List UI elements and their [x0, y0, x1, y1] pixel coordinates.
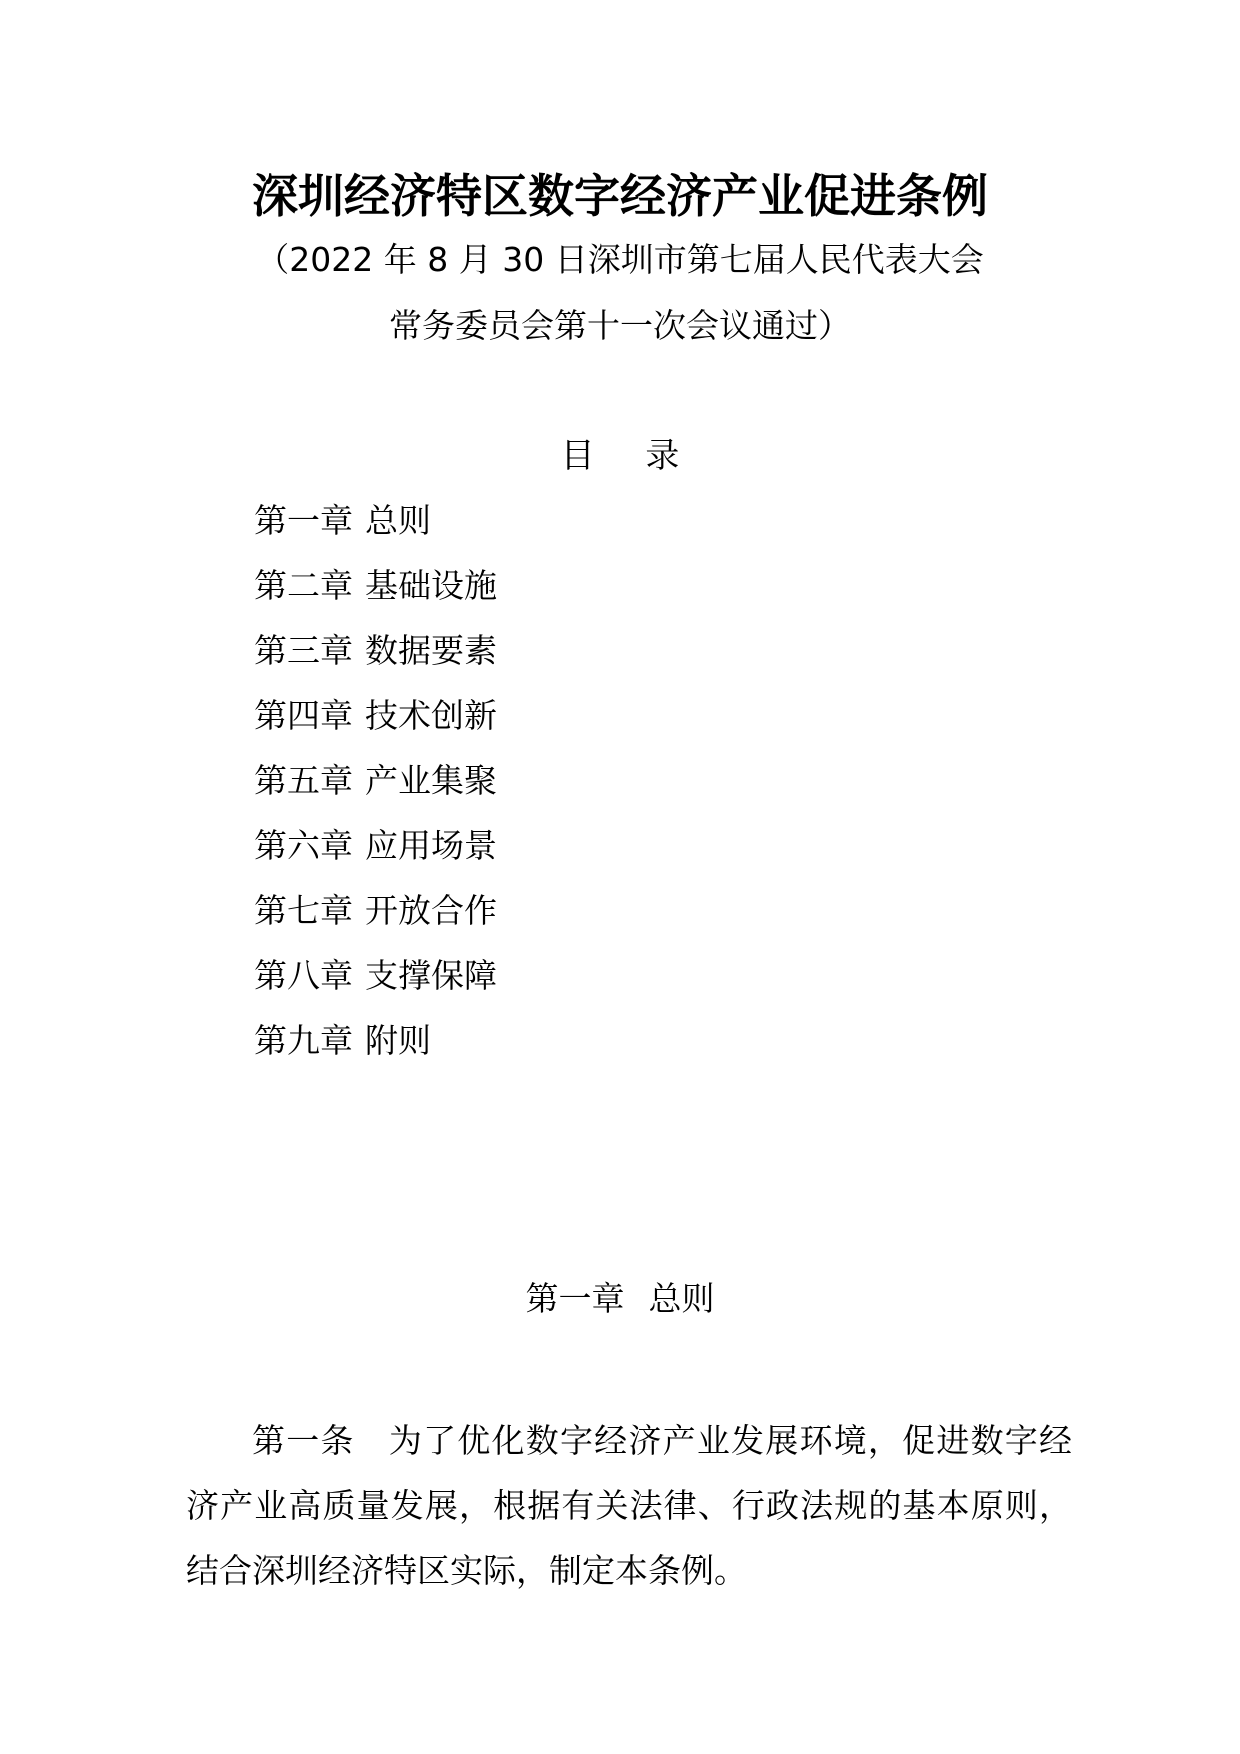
- toc-chapter-name: 附则: [365, 1021, 431, 1060]
- toc-item: [254, 563, 497, 628]
- toc-item: [254, 888, 497, 953]
- toc-chapter-name: 基础设施: [365, 566, 497, 605]
- toc-chapter-name: 技术创新: [365, 696, 497, 735]
- toc-chapter-name: 应用场景: [365, 826, 497, 865]
- article-text: 为了优化数字经济产业发展环境，促进数字经济产业高质量发展，根据有关法律、行政法规的基本原则，结合深圳经济特区实际，制定本条例。: [186, 1421, 1073, 1590]
- toc-chapter-number: 第三章: [254, 631, 353, 670]
- toc-chapter-number: 第六章: [254, 826, 353, 865]
- toc-chapter-number: 第五章: [254, 761, 353, 800]
- table-of-contents: [254, 498, 497, 1083]
- adoption-note-line-1: （2022 年 8 月 30 日深圳市第七届人民代表大会: [256, 240, 984, 279]
- toc-chapter-name: 数据要素: [365, 631, 497, 670]
- toc-chapter-name: 开放合作: [365, 891, 497, 930]
- toc-chapter-name: 产业集聚: [365, 761, 497, 800]
- toc-chapter-name: 支撑保障: [365, 956, 497, 995]
- document-title: 深圳经济特区数字经济产业促进条例: [252, 169, 988, 223]
- toc-chapter-number: 第八章: [254, 956, 353, 995]
- toc-item: [254, 758, 497, 823]
- toc-item: [254, 953, 497, 1018]
- toc-heading: 目 录: [560, 436, 700, 476]
- chapter-number: 第一章: [525, 1279, 625, 1318]
- chapter-name: 总则: [648, 1279, 715, 1318]
- toc-item: [254, 823, 497, 888]
- toc-chapter-number: 第七章: [254, 891, 353, 930]
- article-paragraph: [186, 1408, 1072, 1603]
- toc-item: [254, 628, 497, 693]
- toc-chapter-name: 总则: [365, 501, 431, 540]
- toc-chapter-number: 第四章: [254, 696, 353, 735]
- adoption-note-line-2: 常务委员会第十一次会议通过）: [389, 306, 851, 345]
- toc-chapter-number: 第二章: [254, 566, 353, 605]
- article-label: 第一条: [252, 1421, 355, 1460]
- toc-item: [254, 693, 497, 758]
- chapter-heading: [0, 1276, 1240, 1322]
- toc-chapter-number: 第九章: [254, 1021, 353, 1060]
- toc-chapter-number: 第一章: [254, 501, 353, 540]
- toc-item: [254, 1018, 497, 1083]
- toc-item: [254, 498, 497, 563]
